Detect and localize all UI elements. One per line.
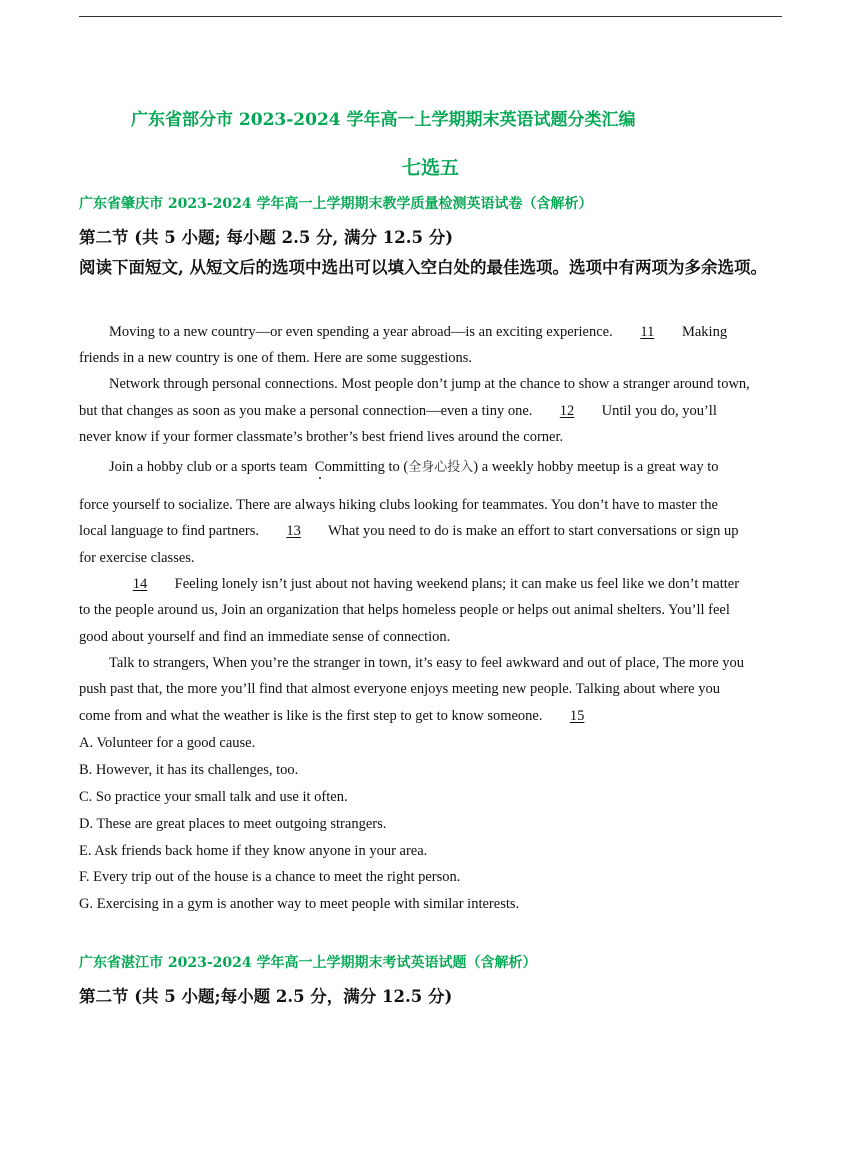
option-g: G. Exercising in a gym is another way to meet people with similar interests. — [79, 896, 520, 912]
text-span: Join a hobby club or a sports team — [109, 459, 308, 475]
passage-line: for exercise classes. — [79, 550, 195, 566]
text-span: Making — [681, 324, 728, 340]
passage-line — [79, 403, 717, 420]
passage-line: Talk to strangers, When you’re the stranger in town, it’s easy to feel awkward and out of place, The more you — [109, 655, 745, 671]
passage-line: good about yourself and find an immediate sense of connection. — [79, 629, 451, 645]
blank-13: 13 — [286, 523, 301, 539]
section1-instruction: 阅读下面短文, 从短文后的选项中选出可以填入空白处的最佳选项。选项中有两项为多余选项。 — [79, 258, 767, 277]
text-span: Until you do, you’ll — [601, 403, 717, 419]
blank-12: 12 — [559, 403, 575, 419]
document-subtitle: 七选五 — [401, 157, 459, 179]
passage-line: never know if your former classmate’s brother’s best friend lives around the corner. — [79, 429, 564, 445]
passage-line — [109, 324, 727, 341]
passage-line: friends in a new country is one of them. Here are some suggestions. — [79, 350, 473, 366]
blank-15: 15 — [569, 708, 585, 724]
option-c: C. So practice your small talk and use it often. — [79, 789, 348, 805]
text-span: but that changes as soon as you make a personal connection—even a tiny one. — [79, 403, 533, 419]
passage-line: Network through personal connections. Most people don’t jump at the chance to show a stranger around town, — [109, 376, 750, 392]
text-span: local language to find partners. — [79, 523, 259, 539]
header-rule — [79, 16, 782, 17]
document-title: 广东省部分市 2023-2024 学年高一上学期期末英语试题分类汇编 — [131, 110, 636, 130]
option-d: D. These are great places to meet outgoing strangers. — [79, 816, 387, 832]
text-span: Committing to ( — [314, 459, 409, 475]
text-span: come from and what the weather is like is the first step to get to know someone. — [79, 708, 543, 724]
passage-line — [109, 576, 739, 593]
text-span: What you need to do is make an effort to start conversations or sign up — [327, 523, 739, 539]
section2-source: 广东省湛江市 2023-2024 学年高一上学期期末考试英语试题（含解析） — [79, 955, 537, 971]
chinese-gloss: 全身心投入 — [408, 460, 474, 475]
passage-line — [79, 523, 738, 540]
passage-line — [109, 456, 718, 476]
text-span: Feeling lonely isn’t just about not having weekend plans; it can make us feel like we don’t matter — [174, 576, 740, 592]
option-a: A. Volunteer for a good cause. — [79, 735, 256, 751]
option-f: F. Every trip out of the house is a chance to meet the right person. — [79, 869, 461, 885]
text-span: Moving to a new country—or even spending a year abroad—is an exciting experience. — [109, 324, 613, 340]
option-e: E. Ask friends back home if they know anyone in your area. — [79, 843, 428, 859]
passage-line: push past that, the more you’ll find that almost everyone enjoys meeting new people. Talking about where you — [79, 681, 720, 697]
passage-line: to the people around us, Join an organization that helps homeless people or helps out animal shelters. You’ll feel — [79, 602, 730, 618]
mark-dot — [319, 477, 321, 479]
section2-header: 第二节 (共 5 小题;每小题 2.5 分，满分 12.5 分) — [79, 987, 453, 1006]
option-b: B. However, it has its challenges, too. — [79, 762, 299, 778]
passage-line: force yourself to socialize. There are always hiking clubs looking for teammates. You don’t have to master the — [79, 497, 718, 513]
blank-14: 14 — [132, 576, 148, 592]
section1-source: 广东省肇庆市 2023-2024 学年高一上学期期末教学质量检测英语试卷（含解析） — [79, 196, 593, 212]
section1-header: 第二节 (共 5 小题; 每小题 2.5 分, 满分 12.5 分) — [79, 228, 454, 247]
blank-11: 11 — [640, 324, 655, 340]
text-span: ) a weekly hobby meetup is a great way to — [473, 459, 719, 475]
passage-line — [79, 708, 608, 725]
